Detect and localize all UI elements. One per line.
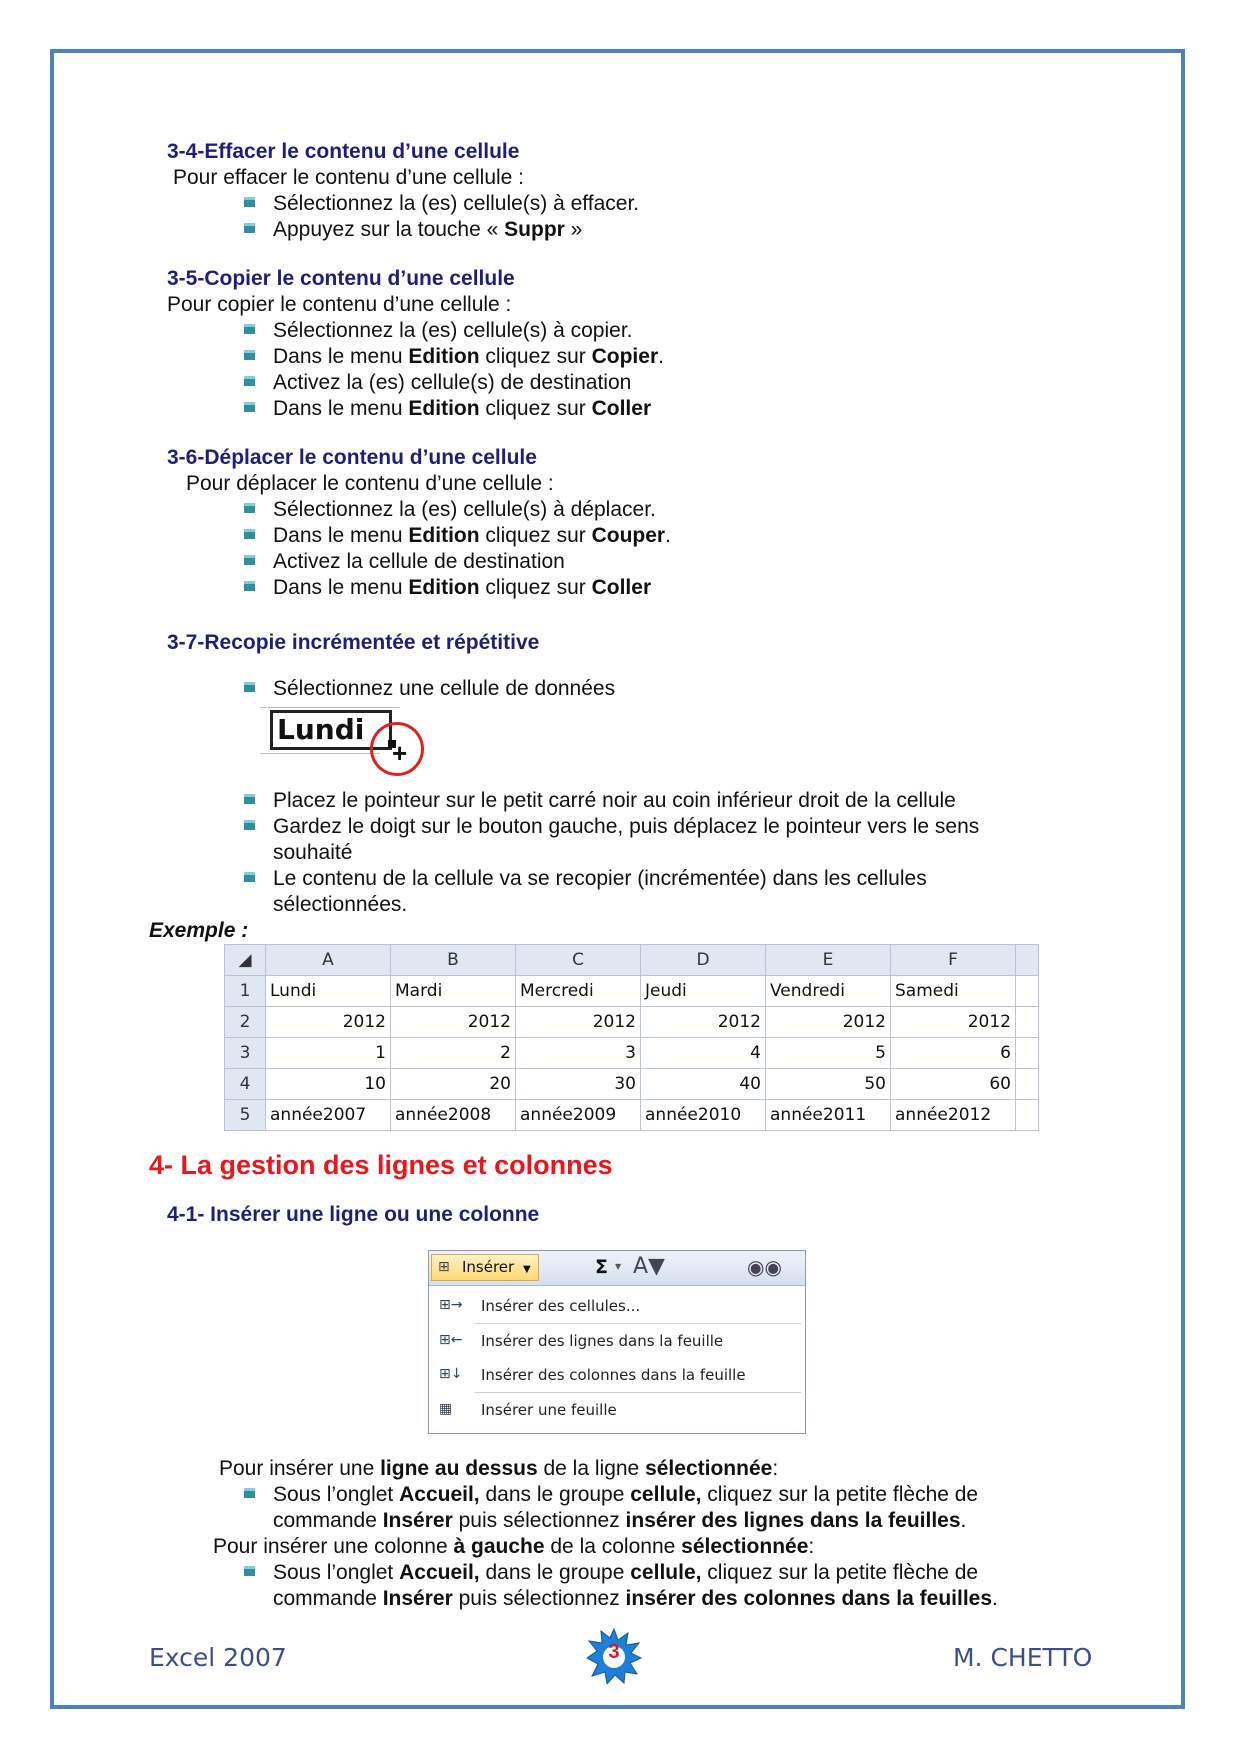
row-header: 5 xyxy=(225,1100,266,1131)
column-header: E xyxy=(766,945,891,976)
table-cell: Vendredi xyxy=(766,976,891,1007)
menu-divider xyxy=(475,1392,801,1393)
bullet-icon xyxy=(244,820,255,830)
list-item-continuation: sélectionnées. xyxy=(273,893,408,916)
table-cell: année2007 xyxy=(266,1100,391,1131)
insert-columns-icon: ⊞↓ xyxy=(439,1366,463,1382)
row-header: 3 xyxy=(225,1038,266,1069)
table-cell-filler xyxy=(1016,1038,1039,1069)
table-cell: année2012 xyxy=(891,1100,1016,1131)
table-cell: année2009 xyxy=(516,1100,641,1131)
table-cell: Jeudi xyxy=(641,976,766,1007)
table-cell: 2012 xyxy=(891,1007,1016,1038)
bullet-icon xyxy=(244,376,255,386)
cell-gridline xyxy=(260,753,380,754)
bullet-icon xyxy=(244,402,255,412)
list-item: Activez la cellule de destination xyxy=(273,550,565,573)
footer-right: M. CHETTO xyxy=(953,1643,1093,1672)
insert-sheet-icon: ▦ xyxy=(439,1401,453,1417)
heading-3-6: 3-6-Déplacer le contenu d’une cellule xyxy=(167,446,537,469)
sort-filter-icon[interactable]: A▼ xyxy=(633,1254,665,1279)
example-label: Exemple : xyxy=(149,919,249,942)
table-row xyxy=(225,1069,1039,1100)
column-header-row xyxy=(225,945,1039,976)
insert-button-label: Insérer xyxy=(462,1258,515,1276)
menu-item-insert-cells[interactable]: Insérer des cellules... xyxy=(481,1297,641,1315)
crosshair-cursor-icon: + xyxy=(392,738,408,768)
table-cell: 6 xyxy=(891,1038,1016,1069)
table-cell: année2008 xyxy=(391,1100,516,1131)
table-row xyxy=(225,1007,1039,1038)
dropdown-arrow-icon: ▼ xyxy=(523,1264,531,1275)
list-item: Sous l’onglet Accueil, dans le groupe cellule, cliquez sur la petite flèche de xyxy=(273,1483,979,1506)
table-row xyxy=(225,976,1039,1007)
bullet-icon xyxy=(244,324,255,334)
table-cell: 5 xyxy=(766,1038,891,1069)
list-item: Dans le menu Edition cliquez sur Copier. xyxy=(273,345,664,368)
column-header: C xyxy=(516,945,641,976)
heading-3-5: 3-5-Copier le contenu d’une cellule xyxy=(167,267,515,290)
table-cell-filler xyxy=(1016,1069,1039,1100)
list-item: Sous l’onglet Accueil, dans le groupe cellule, cliquez sur la petite flèche de xyxy=(273,1561,979,1584)
list-item: Placez le pointeur sur le petit carré noir au coin inférieur droit de la cellule xyxy=(273,789,956,812)
list-item: Dans le menu Edition cliquez sur Coller xyxy=(273,397,652,420)
heading-4: 4- La gestion des lignes et colonnes xyxy=(149,1150,613,1180)
list-item-continuation: commande Insérer puis sélectionnez insérer des lignes dans la feuilles. xyxy=(273,1509,967,1532)
column-header: B xyxy=(391,945,516,976)
bullet-icon xyxy=(244,503,255,513)
lundi-cell: Lundi xyxy=(270,710,392,750)
menu-item-insert-columns[interactable]: Insérer des colonnes dans la feuille xyxy=(481,1366,746,1384)
insert-dropdown-screenshot xyxy=(428,1250,806,1434)
table-cell: 20 xyxy=(391,1069,516,1100)
row-header: 1 xyxy=(225,976,266,1007)
bullet-icon xyxy=(244,350,255,360)
list-item: Sélectionnez la (es) cellule(s) à déplacer. xyxy=(273,498,656,521)
bullet-icon xyxy=(244,682,255,692)
list-item: Dans le menu Edition cliquez sur Couper. xyxy=(273,524,671,547)
list-item: Gardez le doigt sur le bouton gauche, puis déplacez le pointeur vers le sens xyxy=(273,815,980,838)
table-cell: 3 xyxy=(516,1038,641,1069)
heading-3-4: 3-4-Effacer le contenu d’une cellule xyxy=(167,140,520,163)
menu-item-insert-rows[interactable]: Insérer des lignes dans la feuille xyxy=(481,1332,724,1350)
bullet-icon xyxy=(244,794,255,804)
bullet-icon xyxy=(244,197,255,207)
table-cell-filler xyxy=(1016,1100,1039,1131)
table-cell: année2011 xyxy=(766,1100,891,1131)
list-item: Sélectionnez une cellule de données xyxy=(273,677,616,700)
table-cell: 1 xyxy=(266,1038,391,1069)
column-header-filler xyxy=(1016,945,1039,976)
find-binoculars-icon[interactable]: ◉◉ xyxy=(747,1255,782,1279)
menu-item-insert-sheet[interactable]: Insérer une feuille xyxy=(481,1401,617,1419)
bullet-icon xyxy=(244,529,255,539)
bullet-icon xyxy=(244,1488,255,1498)
table-cell: 4 xyxy=(641,1038,766,1069)
list-item: Dans le menu Edition cliquez sur Coller xyxy=(273,576,652,599)
list-item-continuation: commande Insérer puis sélectionnez insérer des colonnes dans la feuilles. xyxy=(273,1587,998,1610)
insert-cells-icon: ⊞→ xyxy=(439,1297,463,1313)
footer-left: Excel 2007 xyxy=(149,1643,287,1672)
list-item: Le contenu de la cellule va se recopier (incrémentée) dans les cellules xyxy=(273,867,927,890)
intro-3-6: Pour déplacer le contenu d’une cellule : xyxy=(186,472,554,495)
table-cell: 30 xyxy=(516,1069,641,1100)
heading-4-1: 4-1- Insérer une ligne ou une colonne xyxy=(167,1203,540,1226)
table-cell-filler xyxy=(1016,976,1039,1007)
table-cell: 2 xyxy=(391,1038,516,1069)
intro-3-5: Pour copier le contenu d’une cellule : xyxy=(167,293,512,316)
bullet-icon xyxy=(244,872,255,882)
bullet-icon xyxy=(244,581,255,591)
bullet-icon xyxy=(244,223,255,233)
table-cell: année2010 xyxy=(641,1100,766,1131)
autosum-icon[interactable]: Σ xyxy=(595,1256,608,1278)
bullet-icon xyxy=(244,555,255,565)
table-cell: 10 xyxy=(266,1069,391,1100)
menu-divider xyxy=(475,1323,801,1324)
column-header: A xyxy=(266,945,391,976)
intro-3-4: Pour effacer le contenu d’une cellule : xyxy=(173,166,525,189)
list-item: Sélectionnez la (es) cellule(s) à copier. xyxy=(273,319,633,342)
bullet-icon xyxy=(244,1566,255,1576)
row-header: 2 xyxy=(225,1007,266,1038)
list-item-continuation: souhaité xyxy=(273,841,353,864)
table-cell: Samedi xyxy=(891,976,1016,1007)
column-header: D xyxy=(641,945,766,976)
list-item: Appuyez sur la touche « Suppr » xyxy=(273,218,583,241)
select-all-corner: ◢ xyxy=(225,945,266,976)
insert-cells-icon: ⊞ xyxy=(438,1259,450,1275)
table-cell: 60 xyxy=(891,1069,1016,1100)
list-item: Activez la (es) cellule(s) de destination xyxy=(273,371,632,394)
example-spreadsheet xyxy=(224,944,1039,1131)
table-cell: Mercredi xyxy=(516,976,641,1007)
table-cell-filler xyxy=(1016,1007,1039,1038)
insert-button[interactable] xyxy=(431,1254,539,1281)
page-number: 3 xyxy=(608,1641,620,1663)
table-cell: 40 xyxy=(641,1069,766,1100)
table-cell: 2012 xyxy=(641,1007,766,1038)
table-cell: 50 xyxy=(766,1069,891,1100)
cell-gridline xyxy=(260,707,400,708)
column-header: F xyxy=(891,945,1016,976)
instruction-column: Pour insérer une colonne à gauche de la colonne sélectionnée: xyxy=(213,1535,815,1558)
table-cell: Mardi xyxy=(391,976,516,1007)
table-row xyxy=(225,1100,1039,1131)
row-header: 4 xyxy=(225,1069,266,1100)
dropdown-arrow-icon: ▼ xyxy=(615,1262,622,1271)
insert-rows-icon: ⊞← xyxy=(439,1332,463,1348)
table-cell: 2012 xyxy=(391,1007,516,1038)
table-row xyxy=(225,1038,1039,1069)
instruction-row: Pour insérer une ligne au dessus de la ligne sélectionnée: xyxy=(219,1457,779,1480)
table-cell: 2012 xyxy=(266,1007,391,1038)
ribbon-toolbar xyxy=(429,1251,805,1286)
table-cell: Lundi xyxy=(266,976,391,1007)
table-cell: 2012 xyxy=(516,1007,641,1038)
heading-3-7: 3-7-Recopie incrémentée et répétitive xyxy=(167,631,540,654)
table-cell: 2012 xyxy=(766,1007,891,1038)
list-item: Sélectionnez la (es) cellule(s) à effacer. xyxy=(273,192,640,215)
